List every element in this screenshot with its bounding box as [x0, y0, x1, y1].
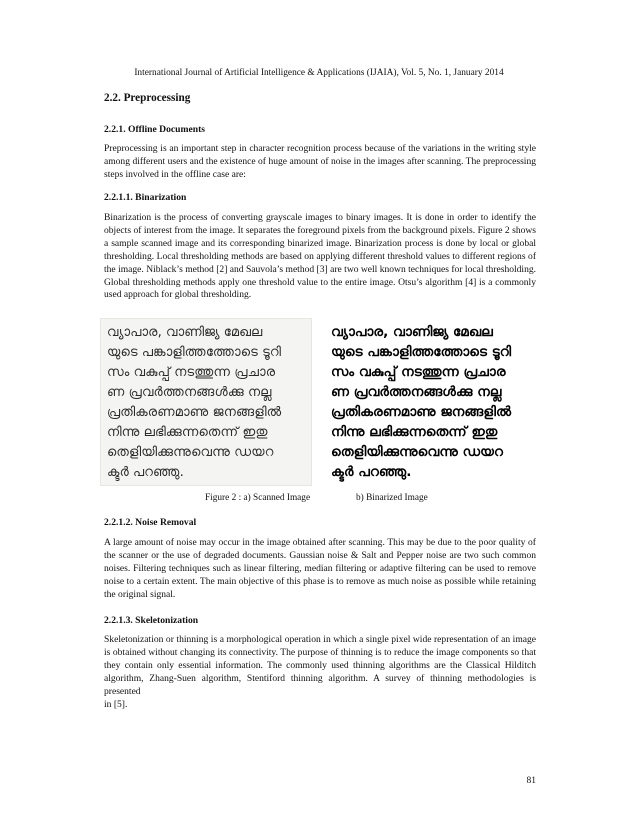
binarized-line: നിന്നു ലഭിക്കുന്നതെന്ന് ഇതു	[331, 424, 498, 440]
scanned-line: തെളിയിക്കുന്നുവെന്നു ഡയറ	[107, 445, 274, 460]
scanned-line: ണ പ്രവർത്തനങ്ങൾക്കു നല്ല	[107, 385, 272, 400]
binarization-paragraph: Binarization is the process of converting grayscale images to binary images. It is done in order to identify the objects of interest from the image. It separates the foreground pixels from the background pixels. Figure 2 shows a sample scanned image and its corresponding binarized image. Binarization process is done by local or global thresholding. Local thresholding methods are based on applying different threshold values to different regions of the image. Niblack’s method [2] and Sauvola’s method [3] are two well known techniques for local thresholding. Global thresholding methods apply one threshold value to the entire image. Otsu’s algorithm [4] is a commonly used approach for global thresholding.	[104, 212, 536, 301]
binarization-heading: 2.2.1.1. Binarization	[104, 192, 187, 203]
caption-binarized: b) Binarized Image	[356, 493, 428, 503]
skeleton-paragraph	[104, 634, 536, 711]
scanned-line: പ്രതികരണമാണു ജനങ്ങളിൽ	[107, 405, 282, 420]
scanned-image	[100, 318, 312, 486]
scanned-line: യുടെ പങ്കാളിത്തത്തോടെ ടൂറി	[107, 345, 281, 360]
offline-paragraph: Preprocessing is an important step in character recognition process because of the variations in the writing style among different users and the existence of huge amount of noise in the images after scanning. The preprocessing steps involved in the offline case are:	[104, 143, 536, 180]
offline-heading: 2.2.1. Offline Documents	[104, 124, 205, 135]
scanned-line: സം വകുപ്പ് നടത്തുന്ന പ്രചാര	[107, 365, 276, 380]
skeleton-heading: 2.2.1.3. Skeletonization	[104, 615, 199, 626]
scanned-line: വ്യാപാര, വാണിജ്യ മേഖല	[107, 325, 263, 340]
scanned-line: ക്ടർ പറഞ്ഞു.	[107, 465, 184, 480]
skeleton-text: Skeletonization or thinning is a morphological operation in which a single pixel wide representation of an image is obtained without changing its connectivity. The purpose of thinning is to reduce the image components so that they contain only essential information. The commonly used thinning algorithms are the Classical Hilditch algorithm, Zhang-Suen algorithm, Stentiford thinning algorithm. A survey of thinning methodologies is presented	[104, 634, 536, 697]
page-number: 81	[526, 776, 536, 786]
binarized-line: തെളിയിക്കുന്നുവെന്നു ഡയറ	[331, 444, 504, 460]
section-title: 2.2. Preprocessing	[104, 92, 191, 104]
binarized-line: യുടെ പങ്കാളിത്തത്തോടെ ടൂറി	[331, 344, 512, 360]
binarized-line: ക്ടർ പറഞ്ഞു.	[331, 464, 412, 480]
journal-header: International Journal of Artificial Intelligence & Applications (IJAIA), Vol. 5, No. 1, January 2014	[134, 68, 504, 78]
binarized-image	[327, 318, 542, 484]
scanned-line: നിന്നു ലഭിക്കുന്നതെന്ന് ഇതു	[107, 425, 268, 440]
binarized-line: സം വകുപ്പ് നടത്തുന്ന പ്രചാര	[331, 364, 506, 380]
binarized-line: പ്രതികരണമാണു ജനങ്ങളിൽ	[331, 404, 512, 420]
binarized-line: വ്യാപാര, വാണിജ്യ മേഖല	[331, 324, 493, 340]
caption-scanned: Figure 2 : a) Scanned Image	[205, 493, 311, 503]
noise-paragraph: A large amount of noise may occur in the image obtained after scanning. This may be due to the poor quality of the scanner or the use of degraded documents. Gaussian noise & Salt and Pepper noise are two such common noises. Filtering techniques such as linear filtering, median filtering or adaptive filtering can be used to remove noise to a certain extent. The main objective of this phase is to remove as much noise as possible while retaining the original signal.	[104, 537, 536, 600]
noise-heading: 2.2.1.2. Noise Removal	[104, 517, 197, 528]
binarized-line: ണ പ്രവർത്തനങ്ങൾക്കു നല്ല	[331, 384, 502, 400]
skeleton-text-tail: in [5].	[104, 698, 128, 710]
